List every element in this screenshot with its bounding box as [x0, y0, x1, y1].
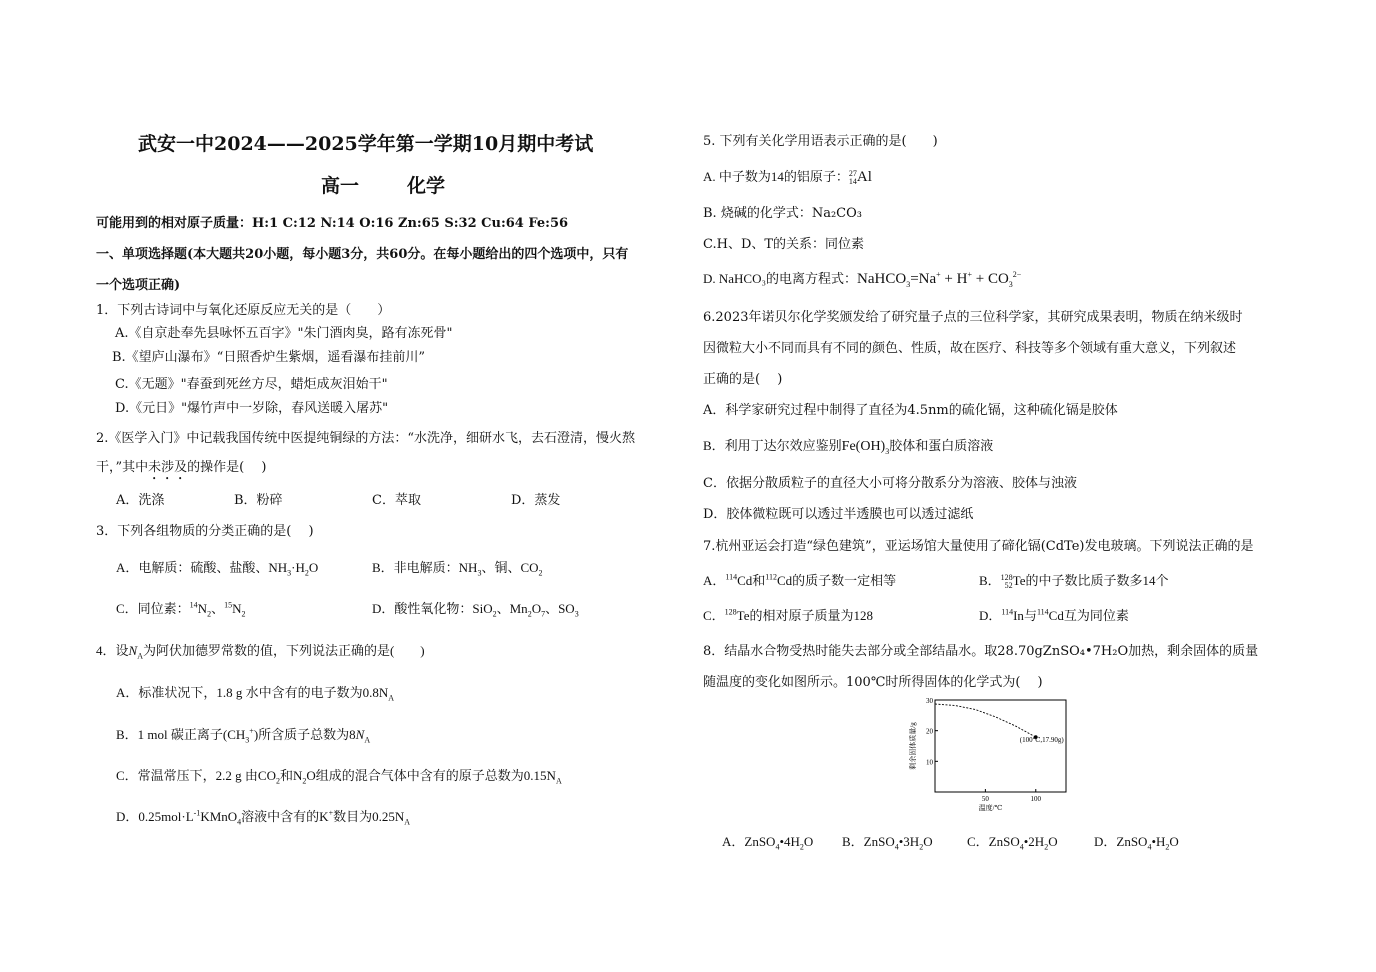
q4-option-b-value: 8 — [349, 727, 356, 742]
q2-stem-text-a: 干，”其中 — [96, 460, 149, 475]
chart-frame — [935, 700, 1066, 792]
q3-option-b: B．非电解质：$NH_3$、铜、$CO_2$ — [372, 560, 543, 578]
section-heading-line1: 一、单项选择题(本大题共20小题，每小题3分，共60分。在每小题给出的四个选项中，只有 — [96, 247, 629, 262]
q7-option-d-post: 互为同位素 — [1063, 608, 1129, 623]
q4-option-d: D．$0.25mol\cdot L^{-1}KMnO_4$溶液中含有的K+数目为$0.25N_A$ — [116, 808, 411, 827]
q1-stem: 1．下列古诗词中与氧化还原反应无关的是（ ） — [96, 303, 391, 318]
q4-option-c-value: 0.15 — [523, 768, 547, 783]
q4-option-d-mid: 溶液中含有的 — [241, 809, 320, 824]
q2-option-c: C．萃取 — [372, 493, 421, 508]
q8-stem-line1: 8．结晶水合物受热时能失去部分或全部结晶水。取28.70gZnSO₄•7H₂O加热，剩余固体的质量 — [703, 644, 1259, 659]
q7-stem: 7.杭州亚运会打造“绿色建筑”，亚运场馆大量使用了碲化镉(CdTe)发电玻璃。下列说法正确的是 — [703, 539, 1254, 554]
q3-option-b-mid: 、铜、 — [481, 560, 521, 575]
y-tick-label-30: 30 — [926, 697, 933, 705]
x-tick-label-50: 50 — [981, 795, 989, 803]
y-tick-label-20: 20 — [926, 727, 933, 736]
q8-stem-line2: 随温度的变化如图所示。100℃时所得固体的化学式为( ) — [703, 675, 1043, 690]
atomic-masses: 可能用到的相对原子质量：H:1 C:12 N:14 O:16 Zn:65 S:32 Cu:64 Fe:56 — [96, 216, 569, 231]
q1-option-c: C.《无题》"春蚕到死丝方尽，蜡炬成灰泪始干" — [115, 377, 388, 392]
q5-option-c: C.H、D、T的关系：同位素 — [703, 237, 865, 252]
q7-option-b: B．128 52Te的中子数比质子数多14个 — [979, 573, 1169, 591]
q4-option-b-mid: )所含质子总数为 — [253, 727, 350, 742]
x-tick-label-100: 100 — [1030, 795, 1042, 803]
q7-option-c: C．$^{128}$Te的相对原子质量为128 — [703, 607, 873, 623]
q3-option-a: A．电解质：硫酸、盐酸、$NH_3\cdot H_2O$ — [116, 560, 319, 578]
q5-option-b: B. 烧碱的化学式：Na₂CO₃ — [703, 206, 862, 221]
q7-option-c-post: 的相对原子质量为128 — [749, 608, 873, 623]
q3-option-d-text: D．酸性氧化物： — [372, 601, 473, 616]
q4-stem: 4．设$N_A$为阿伏加德罗常数的值，下列说法正确的是( ) — [96, 643, 425, 661]
q4-option-d-conc: 0.25mol·L — [138, 809, 194, 824]
q4-option-a-text: A．标准状况下，1.8 g 水中含有的电子数为 — [116, 685, 363, 700]
q4-option-c-mid1: 和 — [279, 768, 293, 783]
q4-option-d-text: D． — [116, 809, 139, 824]
q4-option-b-text: B．1 mol 碳正离子( — [116, 727, 228, 742]
q6-option-b: B．利用丁达尔效应鉴别$Fe(OH)_3$胶体和蛋白质溶液 — [703, 438, 994, 456]
q6-option-c: C．依据分散质粒子的直径大小可将分散系分为溶液、胶体与浊液 — [703, 476, 1077, 491]
q4-option-b: B．1 mol 碳正离子$(CH_3^+)$所含质子总数为$8N_A$ — [116, 726, 371, 745]
q8-option-b-label: B． — [842, 834, 864, 849]
q7-option-a: A．$^{114}$Cd和$^{112}$Cd的质子数一定相等 — [703, 572, 897, 588]
q4-option-a-value: 0.8 — [362, 685, 379, 700]
q2-stem-text-b: 的操作是( ) — [187, 460, 267, 475]
q3-option-c-text: C．同位素： — [116, 601, 190, 616]
q8-option-c-label: C． — [967, 834, 989, 849]
q1-option-b: B.《望庐山瀑布》“日照香炉生紫烟，遥看瀑布挂前川” — [112, 350, 425, 365]
mass-curve — [935, 704, 1036, 737]
subject-label: 化学 — [407, 175, 446, 197]
q6-stem-line1: 6.2023年诺贝尔化学奖颁发给了研究量子点的三位科学家，其研究成果表明，物质在纳米级时 — [703, 310, 1243, 325]
q3-option-c: C．同位素：$^{14}N_2$、$^{15}N_2$ — [116, 600, 246, 619]
q6-option-b-text: B．利用丁达尔效应鉴别 — [703, 438, 842, 453]
q2-option-d: D．蒸发 — [511, 493, 561, 508]
q1-option-d: D.《元日》"爆竹声中一岁除，春风送暖入屠苏" — [115, 401, 389, 416]
q5-option-a-text: A. 中子数为14的铝原子： — [703, 169, 849, 184]
q4-stem-post: 为阿伏加德罗常数的值，下列说法正确的是( ) — [142, 643, 425, 658]
q6-stem-line3: 正确的是( ) — [703, 372, 783, 387]
q2-option-b: B．粉碎 — [234, 493, 283, 508]
x-axis-label: 温度/℃ — [978, 804, 1003, 812]
q8-option-c: C．$ZnSO_4•2H_2O$ — [967, 834, 1058, 852]
q7-option-a-post: 的质子数一定相等 — [792, 573, 897, 588]
q4-option-d-value: 0.25 — [372, 809, 395, 824]
q2-option-a: A．洗涤 — [116, 493, 165, 508]
q3-option-d: D．酸性氧化物：SiO$_2$、$Mn_2O_7$、$SO_3$ — [372, 601, 579, 619]
q7-option-d-mid: 与 — [1023, 608, 1037, 623]
q2-emphasis: 未涉及 — [148, 460, 188, 475]
q4-option-c-mid2: 组成的混合气体中含有的原子总数为 — [315, 768, 524, 783]
y-tick-label-10: 10 — [926, 758, 933, 767]
q5-option-a: A. 中子数为14的铝原子：27 14Al — [703, 169, 872, 187]
q4-option-c-text: C．常温常压下，2.2 g 由 — [116, 768, 258, 783]
q8-option-a-label: A． — [722, 834, 745, 849]
q4-stem-pre: 4．设 — [96, 643, 129, 658]
q3-option-a-text: A．电解质：硫酸、盐酸、 — [116, 560, 269, 575]
q6-stem-line2: 因微粒大小不同而具有不同的颜色、性质，故在医疗、科技等多个领域有重大意义，下列叙述 — [703, 341, 1237, 356]
mass-temperature-chart — [905, 696, 1075, 816]
q8-option-b: B．$ZnSO_4•3H_2O$ — [842, 834, 933, 852]
q4-option-a: A．标准状况下，1.8 g 水中含有的电子数为$0.8N_A$ — [116, 685, 395, 703]
q8-option-d: D．$ZnSO_4•H_2O$ — [1094, 834, 1179, 852]
q8-option-a: A．$ZnSO_4•4H_2O$ — [722, 834, 814, 852]
q6-option-b-post: 胶体和蛋白质溶液 — [889, 438, 994, 453]
grade-label: 高一 — [321, 175, 360, 197]
q7-option-a-mid: 和 — [752, 573, 766, 588]
y-axis-label: 剩余固体质量/g — [909, 722, 917, 770]
q4-option-c: C．常温常压下，2.2 g 由$CO_2$和$N_2O$组成的混合气体中含有的原子总数为$0.15N_A$ — [116, 768, 562, 786]
q8-option-d-label: D． — [1094, 834, 1117, 849]
q7-option-b-post: 的中子数比质子数多14个 — [1025, 573, 1169, 588]
q7-option-d: D．$^{114}$In与$^{114}$Cd互为同位素 — [979, 607, 1129, 623]
q1-option-a: A.《自京赴奉先县咏怀五百字》"朱门酒肉臭，路有冻死骨" — [115, 326, 453, 341]
q6-option-d: D．胶体微粒既可以透过半透膜也可以透过滤纸 — [703, 507, 974, 522]
q2-stem-line1: 2.《医学入门》中记载我国传统中医提纯铜绿的方法：“水洗净，细研水飞，去石澄清，慢火熬 — [96, 431, 636, 446]
q2-stem-line2 — [96, 456, 266, 483]
q5-stem: 5. 下列有关化学用语表示正确的是( ) — [703, 134, 938, 149]
section-heading-line2: 一个选项正确) — [96, 278, 181, 293]
q4-option-d-mid2: 数目为 — [333, 809, 373, 824]
q5-option-d: D. NaHCO₃的电离方程式：NaHCO$_3$=Na+ + $H^+ + CO_3^{2-}$ — [703, 270, 1022, 289]
q6-option-a: A．科学家研究过程中制得了直径为4.5nm的硫化镉，这种硫化镉是胶体 — [703, 403, 1118, 418]
point-annotation: (100℃,17.90g) — [1019, 736, 1064, 745]
q5-option-d-text: D. NaHCO₃的电离方程式： — [703, 271, 858, 286]
q3-option-b-text: B．非电解质： — [372, 560, 459, 575]
q3-stem: 3．下列各组物质的分类正确的是( ) — [96, 524, 314, 539]
exam-title: 武安一中2024——2025学年第一学期10月期中考试 — [138, 133, 594, 155]
